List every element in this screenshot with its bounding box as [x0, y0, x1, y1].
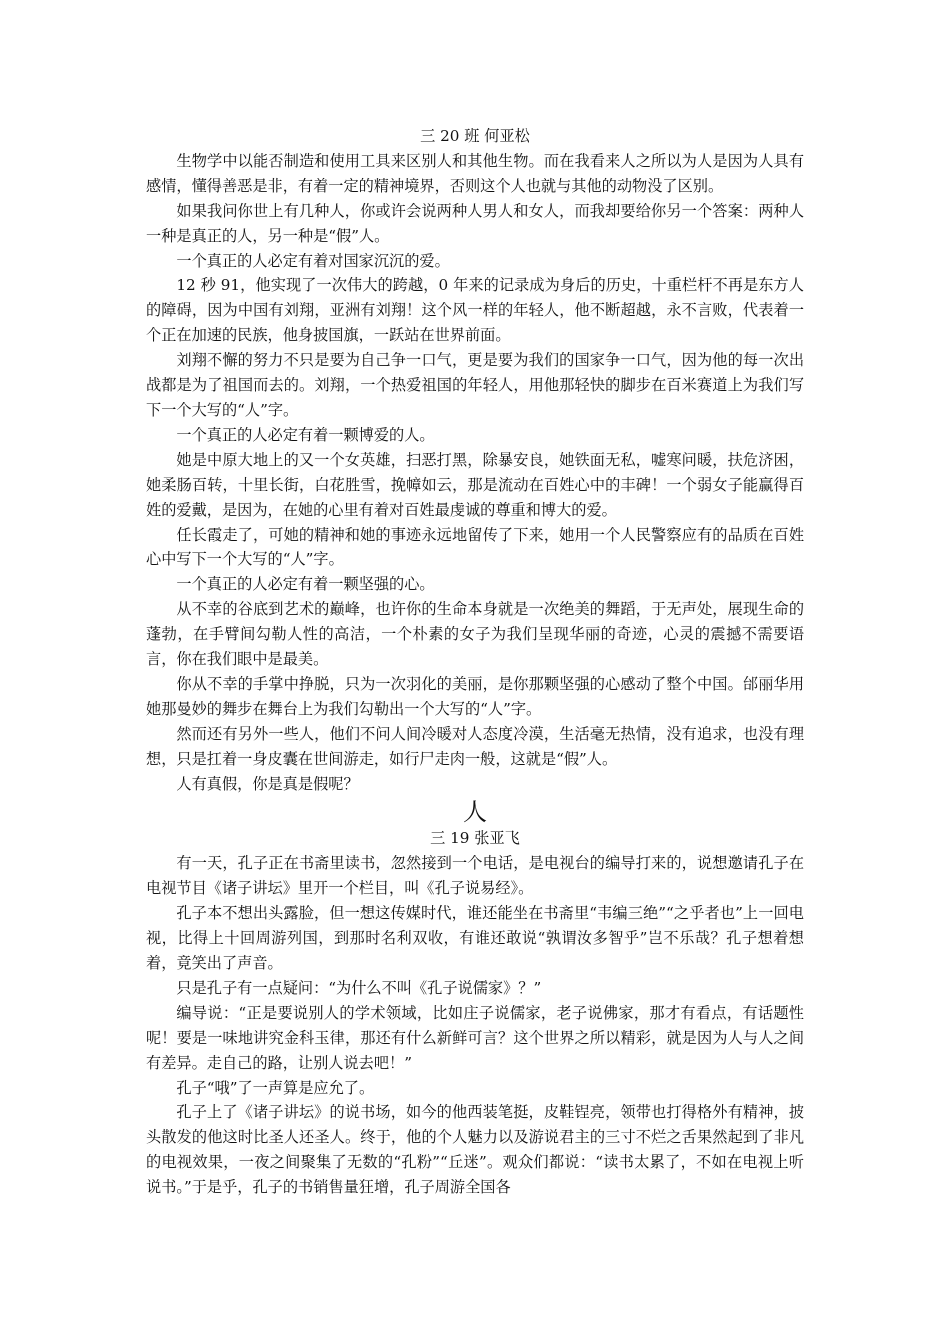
paragraph: 12 秒 91，他实现了一次伟大的跨越，0 年来的记录成为身后的历史，十重栏杆不再是东方人的障碍，因为中国有刘翔，亚洲有刘翔！这个风一样的年轻人，他不断超越，永不言败，代表着一个正在加速的民族，他身披国旗，一跃站在世界前面。	[146, 276, 804, 345]
paragraph: 一个真正的人必定有着对国家沉沉的爱。	[176, 251, 450, 270]
paragraph: 孔子“哦”了一声算是应允了。	[176, 1078, 375, 1097]
paragraph: 只是孔子有一点疑问：“为什么不叫《孔子说儒家》？”	[176, 978, 542, 997]
paragraph: 生物学中以能否制造和使用工具来区别人和其他生物。而在我看来人之所以为人是因为人具有感情，懂得善恶是非，有着一定的精神境界，否则这个人也就与其他的动物没了区别。	[146, 151, 804, 195]
paragraph: 人有真假，你是真是假呢？	[176, 774, 359, 793]
paragraph: 一个真正的人必定有着一颗坚强的心。	[176, 575, 435, 594]
essay2-byline: 三 19 张亚飞	[430, 829, 520, 848]
paragraph: 一个真正的人必定有着一颗博爱的人。	[176, 425, 435, 444]
document-page	[146, 124, 804, 1200]
paragraph: 孔子本不想出头露脸，但一想这传媒时代，谁还能坐在书斋里“韦编三绝”“之乎者也”上一回电视，比得上十回周游列国，到那时名利双收，有谁还敢说“孰谓汝多智乎”岂不乐哉？孔子想着想着，竟笑出了声音。	[146, 904, 804, 972]
essay1-body	[146, 149, 804, 797]
paragraph: 刘翔不懈的努力不只是要为自己争一口气，更是要为我们的国家争一口气，因为他的每一次出战都是为了祖国而去的。刘翔，一个热爱祖国的年轻人，用他那轻快的脚步在百米赛道上为我们写下一个大写的“人”字。	[146, 351, 804, 419]
essay1-byline: 三 20 班 何亚松	[420, 127, 530, 145]
paragraph: 然而还有另外一些人，他们不问人间冷暖对人态度冷漠，生活毫无热情，没有追求，也没有理想，只是扛着一身皮囊在世间游走，如行尸走肉一般，这就是“假”人。	[146, 724, 804, 768]
essay2-title: 人	[463, 798, 487, 827]
paragraph: 如果我问你世上有几种人，你或许会说两种人男人和女人，而我却要给你另一个答案：两种人一种是真正的人，另一种是“假”人。	[146, 201, 804, 245]
essay2-body	[146, 851, 804, 1200]
paragraph: 有一天，孔子正在书斋里读书，忽然接到一个电话，是电视台的编导打来的，说想邀请孔子在电视节目《诸子讲坛》里开一个栏目，叫《孔子说易经》。	[146, 854, 804, 898]
paragraph: 孔子上了《诸子讲坛》的说书场，如今的他西装笔挺，皮鞋锃亮，领带也打得格外有精神，披头散发的他这时比圣人还圣人。终于，他的个人魅力以及游说君主的三寸不烂之舌果然起到了非凡的电视效果，一夜之间聚集了无数的“孔粉”“丘迷”。观众们都说：“读书太累了，不如在电视上听说书。”于是乎，孔子的书销售量狂增，孔子周游全国各	[146, 1103, 804, 1197]
paragraph: 任长霞走了，可她的精神和她的事迹永远地留传了下来，她用一个人民警察应有的品质在百姓心中写下一个大写的“人”字。	[146, 525, 804, 569]
paragraph: 你从不幸的手掌中挣脱，只为一次羽化的美丽，是你那颗坚强的心感动了整个中国。邰丽华用她那曼妙的舞步在舞台上为我们勾勒出一个大写的“人”字。	[146, 674, 804, 718]
paragraph: 从不幸的谷底到艺术的巅峰，也许你的生命本身就是一次绝美的舞蹈，于无声处，展现生命的蓬勃，在手臂间勾勒人性的高洁，一个朴素的女子为我们呈现华丽的奇迹，心灵的震撼不需要语言，你在我们眼中是最美。	[146, 600, 804, 669]
paragraph: 她是中原大地上的又一个女英雄，扫恶打黑，除暴安良，她铁面无私，嘘寒问暖，扶危济困，她柔肠百转，十里长街，白花胜雪，挽幛如云，那是流动在百姓心中的丰碑！一个弱女子能赢得百姓的爱戴，是因为，在她的心里有着对百姓最虔诚的尊重和博大的爱。	[146, 450, 804, 519]
paragraph: 编导说：“正是要说别人的学术领域，比如庄子说儒家，老子说佛家，那才有看点，有话题性呢！要是一味地讲究金科玉律，那还有什么新鲜可言？这个世界之所以精彩，就是因为人与人之间有差异。走自己的路，让别人说去吧！”	[146, 1003, 804, 1072]
